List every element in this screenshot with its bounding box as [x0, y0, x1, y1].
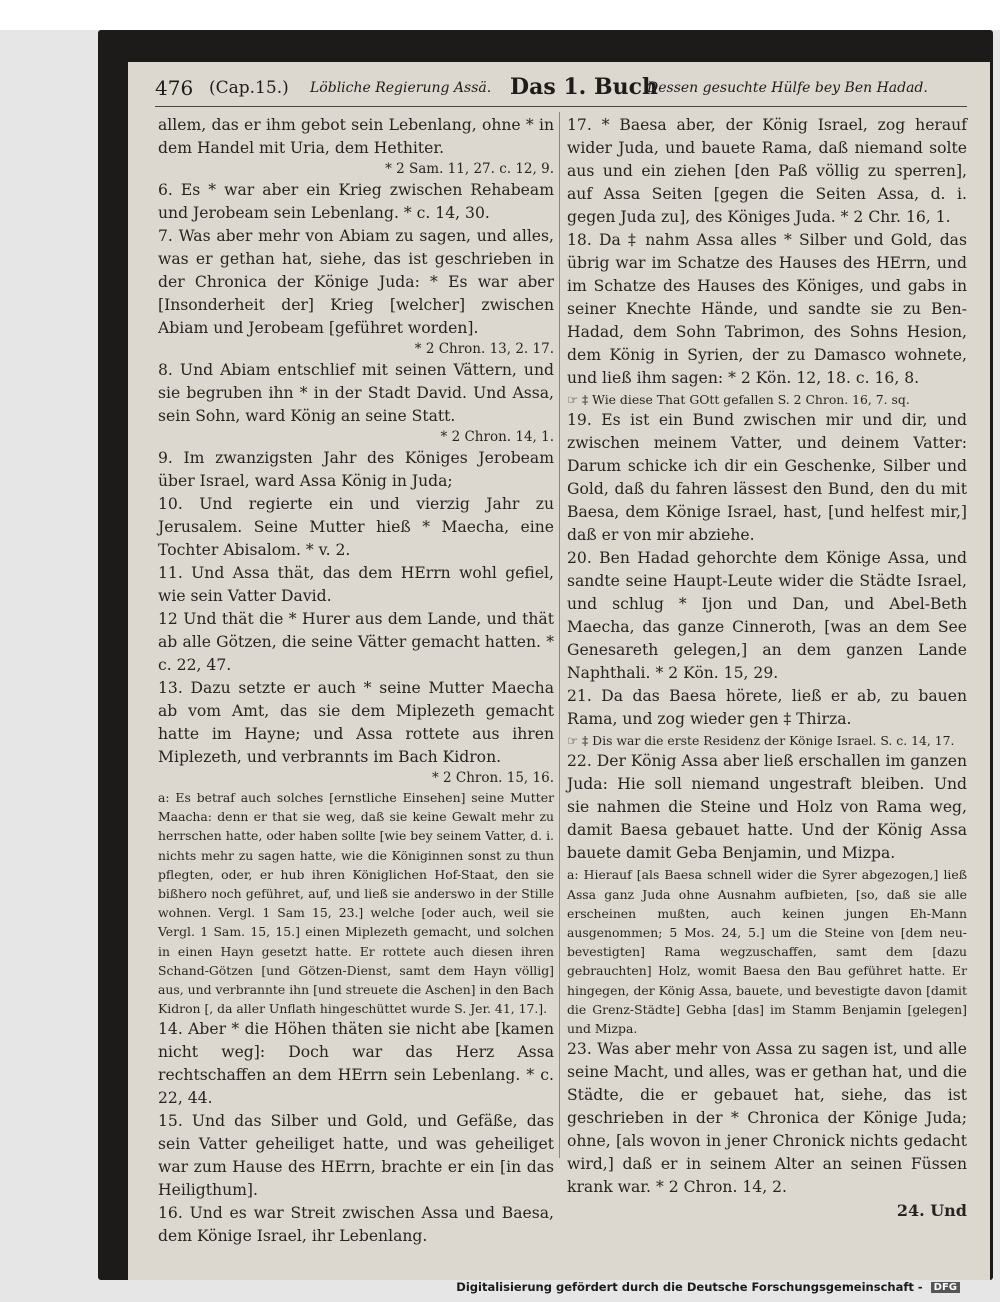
footer-text: Digitalisierung gefördert durch die Deutsche Forschungsgemeinschaft -: [456, 1280, 923, 1294]
verse-18: 18. Da ‡ nahm Assa alles * Silber und Gold, das übrig war im Schatze des Hauses des HErrn, und im Schatze des Hauses des Königes, und gabs in seiner Knechte Hände, und sandte sie zu Ben-Hadad, dem Sohn Tabrimon, des Sohns Hesion, dem König in Syrien, der zu Damasco wohnete, und ließ ihm sagen: * 2 Kön. 12, 18. c. 16, 8.: [567, 231, 967, 387]
verse-17: 17. * Baesa aber, der König Israel, zog herauf wider Juda, und bauete Rama, daß niemand solte aus und ein ziehen [den Paß völlig zu sperren], auf Assa Seiten [gegen die Seiten Assa, d. i. gegen Juda zu], des Königes Juda. * 2 Chr. 16, 1.: [567, 116, 967, 226]
dfg-logo: DFG: [931, 1282, 960, 1293]
verse-23: 23. Was aber mehr von Assa zu sagen ist, und alle seine Macht, und alles, was er gethan hat, und die Städte, die er gebauet hat, siehe, das ist geschrieben in der * Chronica der Könige Juda; ohne, [als wovon in jener Chronick nichts gedacht wird,] daß er in seinem Alter an seinen Füssen krank war. * 2 Chron. 14, 2.: [567, 1040, 967, 1197]
header-right-title: Dessen gesuchte Hülfe bey Ben Hadad.: [647, 80, 928, 96]
top-margin: [0, 0, 1000, 30]
chapter-label: (Cap.15.): [209, 78, 289, 98]
cross-reference: * 2 Chron. 13, 2. 17.: [414, 341, 554, 357]
verse-20: 20. Ben Hadad gehorchte dem Könige Assa, und sandte seine Haupt-Leute wider die Städte Israel, und schlug * Ijon und Dan, und Abel-Beth Maecha, das ganze Cinneroth, [was an dem See Genesareth gelegen,] an dem ganzen Lande Naphthali. * 2 Kön. 15, 29.: [567, 549, 967, 683]
cross-reference: * 2 Sam. 11, 27. c. 12, 9.: [385, 161, 554, 177]
cross-reference: * 2 Chron. 15, 16.: [431, 770, 554, 786]
verse-19: 19. Es ist ein Bund zwischen mir und dir, und zwischen meinem Vatter, und deinem Vatter: Darum schicke ich dir ein Geschenke, Silber und Gold, daß du fahren lässest den Bund, den du mit Baesa, dem Könige Israel, hast, [und helfest mir,] daß er von mir abziehe.: [567, 411, 967, 545]
verse-6: 6. Es * war aber ein Krieg zwischen Rehabeam und Jerobeam sein Lebenlang. * c. 14, 30.: [158, 181, 554, 222]
book-title: Das 1. Buch: [510, 74, 658, 100]
marginal-note: ☞ ‡ Dis war die erste Residenz der Könige Israel. S. c. 14, 17.: [567, 733, 955, 749]
page-number: 476: [155, 76, 194, 100]
header-left-title: Löbliche Regierung Assä.: [310, 80, 492, 96]
cross-reference: * 2 Chron. 14, 1.: [440, 429, 554, 445]
verse-text: allem, das er ihm gebot sein Lebenlang, ohne * in dem Handel mit Uria, dem Hethiter.: [158, 116, 554, 157]
verse-9: 9. Im zwanzigsten Jahr des Königes Jerobeam über Israel, ward Assa König in Juda;: [158, 449, 554, 490]
digitization-footer: [456, 1280, 960, 1294]
verse-13: 13. Dazu setzte er auch * seine Mutter Maecha ab vom Amt, das sie dem Miplezeth gemacht hatte im Hayne; und Assa rottete aus ihren Miplezeth, und verbrannts im Bach Kidron.: [158, 679, 554, 766]
column-divider: [559, 112, 560, 1158]
running-header: [155, 72, 967, 107]
verse-16: 16. Und es war Streit zwischen Assa und Baesa, dem Könige Israel, ihr Lebenlang.: [158, 1204, 554, 1246]
marginal-note: ☞ ‡ Wie diese That GOtt gefallen S. 2 Chron. 16, 7. sq.: [567, 392, 910, 407]
left-column: [158, 114, 554, 1248]
catchword: 24. Und: [896, 1201, 967, 1221]
verse-22: 22. Der König Assa aber ließ erschallen im ganzen Juda: Hie soll niemand ungestraft bleiben. Und sie nahmen die Steine und Holz von Rama weg, damit Baesa gebauet hatte. Und der König Assa bauete damit Geba Benjamin, und Mizpa.: [567, 752, 968, 863]
commentary-note: a: Es betraf auch solches [ernstliche Einsehen] seine Mutter Maacha: denn er that sie weg, daß sie keine Gewalt mehr zu herrschen hatte, oder haben sollte [wie bey seinem Vatter, d. i. nichts mehr zu sagen hatte, wie die Königinnen sonst zu thun pflegten, oder, er hub ihren Königlichen Hof-Staat, den sie bißhero noch geführet, auf, und ließ sie anderswo in der Stille wohnen. Vergl. 1 Sam 15, 23.] welche [oder auch, weil sie Vergl. 1 Sam. 15, 15.] einen Miplezeth gemacht, und solchen in einen Hayn gesetzt hatte. Er rottete auch diesen ihren Schand-Götzen [und Götzen-Dienst, samt dem Hayn völlig] aus, und verbrannte ihn [und streuete die Aschen] in den Bach Kidron [, da aller Unflath hingeschüttet wurde S. Jer. 41, 17.].: [158, 790, 554, 1017]
right-column: [567, 114, 967, 1222]
commentary-note: a: Hierauf [als Baesa schnell wider die Syrer abgezogen,] ließ Assa ganz Juda ohne Ausnahm aufbieten, [so, daß sie alle erscheinen mußten, auch keinen jungen Eh-Mann ausgenommen; 5 Mos. 24, 5.] um die Steine von [dem neu-bevestigten] Rama wegzuschaffen, samt dem [dazu gebrauchten] Holz, womit Baesa den Bau geführet hatte. Er hingegen, der König Assa, bauete, und bevestigte davon [damit die Grenz-Städte] Gebha [das] im Stamm Benjamin [gelegen] und Mizpa.: [567, 867, 967, 1037]
verse-21: 21. Da das Baesa hörete, ließ er ab, zu bauen Rama, und zog wieder gen ‡ Thirza.: [567, 687, 967, 729]
verse-7: 7. Was aber mehr von Abiam zu sagen, und alles, was er gethan hat, siehe, das ist geschrieben in der Chronica der Könige Juda: * Es war aber [Insonderheit der] Krieg [welcher] zwischen Abiam und Jerobeam [geführet worden].: [158, 227, 554, 337]
verse-14: 14. Aber * die Höhen thäten sie nicht abe [kamen nicht weg]: Doch war das Herz Assa rechtschaffen an dem HErrn sein Lebenlang. * c. 22, 44.: [158, 1020, 554, 1108]
verse-11: 11. Und Assa thät, das dem HErrn wohl gefiel, wie sein Vatter David.: [158, 564, 554, 605]
verse-12: 12 Und thät die * Hurer aus dem Lande, und thät ab alle Götzen, die seine Vätter gemacht hatten. * c. 22, 47.: [158, 610, 554, 674]
verse-15: 15. Und das Silber und Gold, und Gefäße, das sein Vatter geheiliget hatte, und was geheiliget war zum Hause des HErrn, brachte er ein [in das Heiligthum].: [158, 1112, 554, 1200]
verse-8: 8. Und Abiam entschlief mit seinen Vättern, und sie begruben ihn * in der Stadt David. Und Assa, sein Sohn, ward König an seine Statt.: [158, 361, 554, 425]
verse-10: 10. Und regierte ein und vierzig Jahr zu Jerusalem. Seine Mutter hieß * Maecha, eine Tochter Abisalom. * v. 2.: [158, 495, 554, 559]
